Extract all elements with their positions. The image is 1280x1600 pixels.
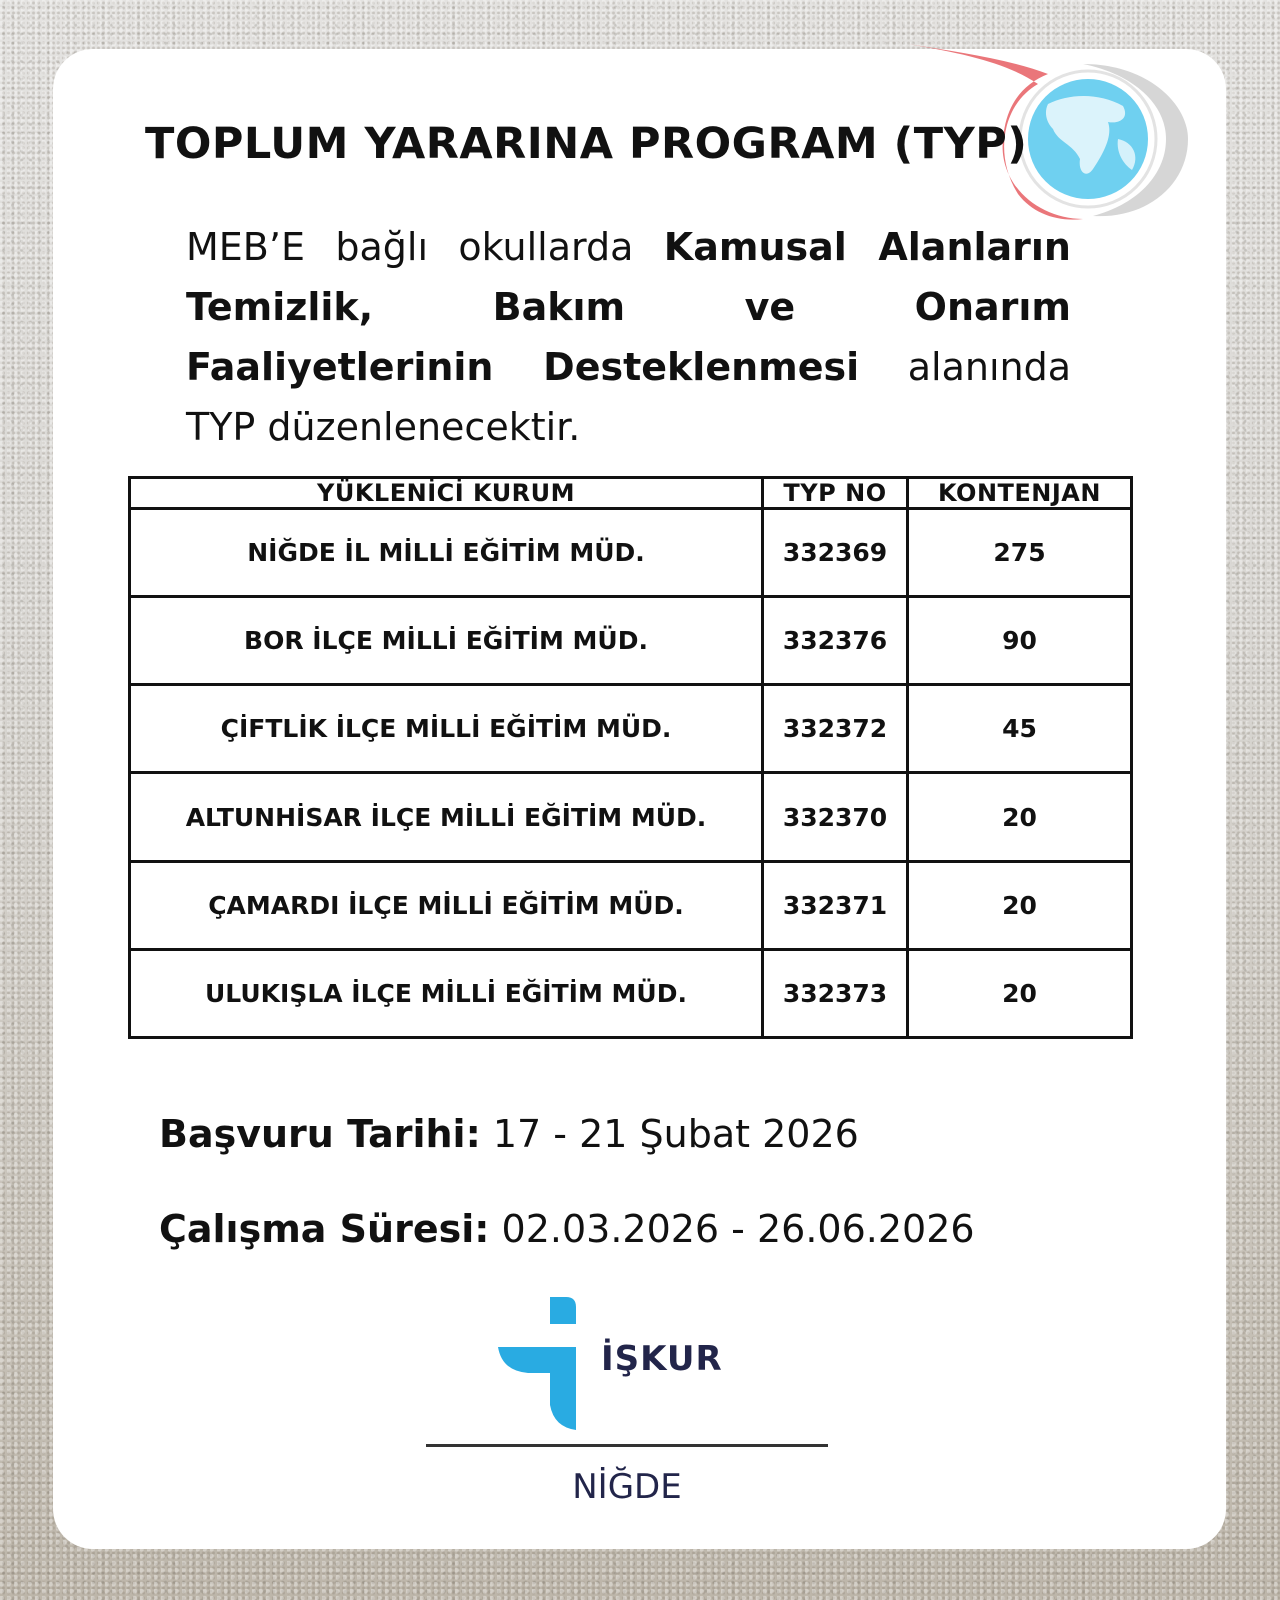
application-date-value: 17 - 21 Şubat 2026	[480, 1112, 859, 1156]
cell-typ-no: 332376	[763, 597, 908, 685]
work-period	[159, 1207, 975, 1251]
intro-text-end: alanında TYP düzenlenecektir.	[186, 345, 1071, 449]
application-date-label: Başvuru Tarihi:	[159, 1112, 481, 1156]
cell-typ-no: 332370	[763, 773, 908, 861]
application-date	[159, 1112, 859, 1156]
iskur-brand-text: İŞKUR	[601, 1339, 723, 1379]
table-header-row	[130, 478, 1132, 509]
cell-kontenjan: 20	[908, 861, 1132, 949]
cell-typ-no: 332373	[763, 949, 908, 1037]
work-period-label: Çalışma Süresi:	[159, 1207, 490, 1251]
table-row	[130, 685, 1132, 773]
intro-paragraph	[186, 217, 1071, 457]
cell-kurum: ULUKIŞLA İLÇE MİLLİ EĞİTİM MÜD.	[130, 949, 763, 1037]
announcement-card	[53, 49, 1226, 1549]
footer-divider	[426, 1444, 828, 1447]
header-kontenjan: KONTENJAN	[908, 478, 1132, 509]
typ-table	[128, 476, 1133, 1039]
cell-kurum: NİĞDE İL MİLLİ EĞİTİM MÜD.	[130, 509, 763, 597]
header-typ-no: TYP NO	[763, 478, 908, 509]
page-title: TOPLUM YARARINA PROGRAM (TYP)	[145, 119, 1028, 169]
city-name: NİĞDE	[572, 1467, 682, 1507]
header-yuklenici-kurum: YÜKLENİCİ KURUM	[130, 478, 763, 509]
cell-kurum: ALTUNHİSAR İLÇE MİLLİ EĞİTİM MÜD.	[130, 773, 763, 861]
table-row	[130, 597, 1132, 685]
cell-kontenjan: 20	[908, 949, 1132, 1037]
cell-kurum: BOR İLÇE MİLLİ EĞİTİM MÜD.	[130, 597, 763, 685]
intro-bold-text: Kamusal Alanların Temizlik, Bakım ve Onarım Faaliyetlerinin Desteklenmesi	[186, 225, 1071, 389]
table-row	[130, 773, 1132, 861]
work-period-value: 02.03.2026 - 26.06.2026	[489, 1207, 975, 1251]
cell-typ-no: 332372	[763, 685, 908, 773]
cell-kontenjan: 90	[908, 597, 1132, 685]
cell-typ-no: 332369	[763, 509, 908, 597]
intro-text: MEB’E bağlı okullarda	[186, 225, 664, 269]
cell-kurum: ÇİFTLİK İLÇE MİLLİ EĞİTİM MÜD.	[130, 685, 763, 773]
cell-kontenjan: 45	[908, 685, 1132, 773]
cell-kurum: ÇAMARDI İLÇE MİLLİ EĞİTİM MÜD.	[130, 861, 763, 949]
cell-kontenjan: 20	[908, 773, 1132, 861]
iskur-logo-icon	[498, 1297, 588, 1432]
table-row	[130, 949, 1132, 1037]
table-row	[130, 509, 1132, 597]
cell-typ-no: 332371	[763, 861, 908, 949]
cell-kontenjan: 275	[908, 509, 1132, 597]
table-row	[130, 861, 1132, 949]
